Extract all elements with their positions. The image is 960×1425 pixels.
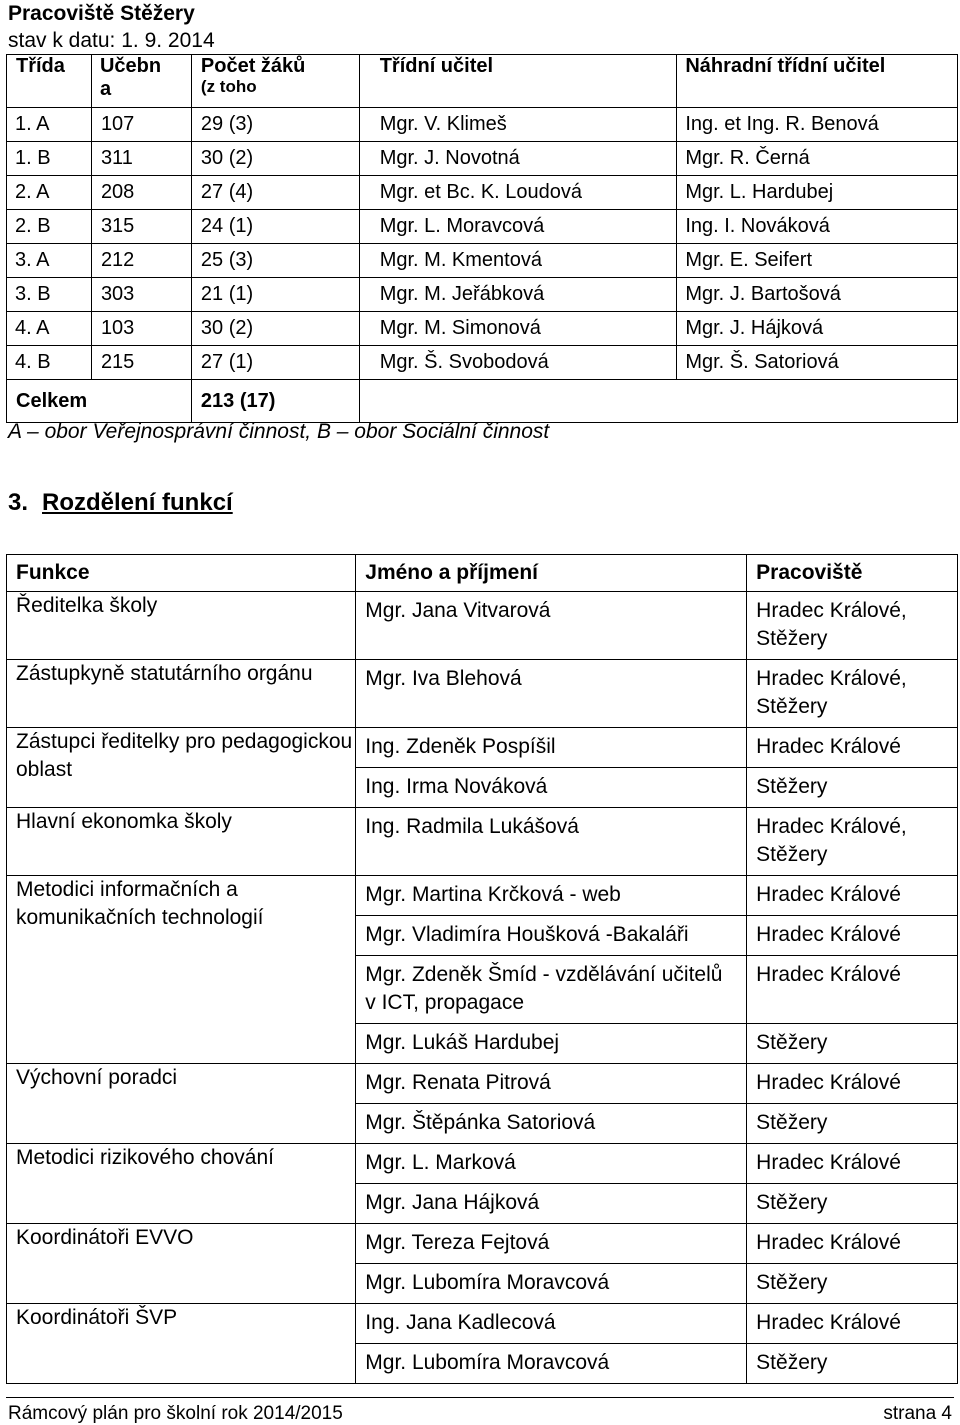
class-cell-nahradni: Mgr. J. Bartošová	[677, 278, 958, 312]
functions-header-row	[7, 555, 958, 592]
function-person-name: Ing. Radmila Lukášová	[356, 808, 747, 876]
function-row	[7, 876, 958, 916]
function-person-name: Ing. Zdeněk Pospíšil	[356, 728, 747, 768]
class-cell-nahradni: Ing. I. Nováková	[677, 210, 958, 244]
class-cell-ucebna: 103	[91, 312, 191, 346]
class-cell-ucebna: 315	[91, 210, 191, 244]
class-cell-trida: 3. B	[7, 278, 92, 312]
function-role: Zástupkyně statutárního orgánu	[7, 660, 356, 728]
class-row	[7, 346, 958, 380]
header-pracoviste: Pracoviště	[747, 555, 958, 592]
header-nahradni: Náhradní třídní učitel	[677, 55, 958, 108]
class-cell-pocet: 24 (1)	[191, 210, 359, 244]
header-jmeno: Jméno a příjmení	[356, 555, 747, 592]
workplace-title: Pracoviště Stěžery	[8, 2, 195, 25]
class-cell-nahradni: Mgr. L. Hardubej	[677, 176, 958, 210]
status-date: stav k datu: 1. 9. 2014	[8, 29, 215, 52]
class-row	[7, 278, 958, 312]
class-cell-ucebna: 107	[91, 108, 191, 142]
class-cell-trida: 2. A	[7, 176, 92, 210]
class-row	[7, 108, 958, 142]
function-role: Metodici informačních a komunikačních technologií	[7, 876, 356, 1064]
class-cell-trida: 1. A	[7, 108, 92, 142]
header-tridni: Třídní učitel	[359, 55, 677, 108]
function-row	[7, 1224, 958, 1264]
function-role: Výchovní poradci	[7, 1064, 356, 1144]
function-person-name: Mgr. Štěpánka Satoriová	[356, 1104, 747, 1144]
class-row	[7, 312, 958, 346]
function-workplace: Hradec Králové, Stěžery	[747, 808, 958, 876]
function-person-name: Mgr. Vladimíra Houšková -Bakaláři	[356, 916, 747, 956]
class-cell-nahradni: Mgr. J. Hájková	[677, 312, 958, 346]
class-cell-tridni: Mgr. et Bc. K. Loudová	[359, 176, 677, 210]
section-title: Rozdělení funkcí	[42, 489, 233, 516]
classes-header-row	[7, 55, 958, 108]
function-person-name: Mgr. Lubomíra Moravcová	[356, 1264, 747, 1304]
class-cell-ucebna: 215	[91, 346, 191, 380]
class-cell-tridni: Mgr. J. Novotná	[359, 142, 677, 176]
class-row	[7, 210, 958, 244]
header-ucebna-label: Učebn a	[99, 55, 162, 100]
function-workplace: Hradec Králové	[747, 1304, 958, 1344]
function-row	[7, 1064, 958, 1104]
class-cell-nahradni: Mgr. R. Černá	[677, 142, 958, 176]
class-cell-tridni: Mgr. M. Jeřábková	[359, 278, 677, 312]
class-cell-trida: 1. B	[7, 142, 92, 176]
class-cell-pocet: 27 (4)	[191, 176, 359, 210]
function-workplace: Stěžery	[747, 1264, 958, 1304]
function-row	[7, 1304, 958, 1344]
class-cell-trida: 4. B	[7, 346, 92, 380]
footer-plan-title: Rámcový plán pro školní rok 2014/2015	[8, 1403, 343, 1424]
function-workplace: Hradec Králové, Stěžery	[747, 660, 958, 728]
function-person-name: Mgr. Renata Pitrová	[356, 1064, 747, 1104]
class-cell-nahradni: Ing. et Ing. R. Benová	[677, 108, 958, 142]
footer-page-number: strana 4	[883, 1403, 952, 1424]
class-cell-tridni: Mgr. M. Simonová	[359, 312, 677, 346]
function-role: Zástupci ředitelky pro pedagogickou oblast	[7, 728, 356, 808]
class-cell-trida: 4. A	[7, 312, 92, 346]
function-workplace: Hradec Králové	[747, 876, 958, 916]
total-value: 213 (17)	[191, 380, 359, 423]
header-pocet	[191, 55, 359, 108]
function-person-name: Ing. Irma Nováková	[356, 768, 747, 808]
function-person-name: Mgr. Iva Blehová	[356, 660, 747, 728]
function-workplace: Hradec Králové	[747, 916, 958, 956]
class-row	[7, 244, 958, 278]
function-workplace: Hradec Králové	[747, 1224, 958, 1264]
classes-table	[6, 54, 958, 423]
class-cell-pocet: 30 (2)	[191, 312, 359, 346]
header-ucebna	[91, 55, 191, 108]
function-workplace: Stěžery	[747, 1184, 958, 1224]
function-workplace: Stěžery	[747, 1344, 958, 1384]
class-cell-trida: 3. A	[7, 244, 92, 278]
total-label: Celkem	[7, 380, 192, 423]
class-cell-pocet: 30 (2)	[191, 142, 359, 176]
header-pocet-sub: (z toho	[200, 77, 257, 96]
function-person-name: Mgr. Zdeněk Šmíd - vzdělávání učitelů v ICT, propagace	[356, 956, 747, 1024]
function-row	[7, 728, 958, 768]
function-person-name: Ing. Jana Kadlecová	[356, 1304, 747, 1344]
function-workplace: Hradec Králové	[747, 1144, 958, 1184]
class-row	[7, 142, 958, 176]
function-workplace: Stěžery	[747, 1024, 958, 1064]
function-row	[7, 592, 958, 660]
function-role: Ředitelka školy	[7, 592, 356, 660]
function-role: Koordinátoři EVVO	[7, 1224, 356, 1304]
total-empty	[359, 380, 957, 423]
section-heading	[8, 489, 233, 517]
page-footer	[6, 1397, 954, 1424]
function-workplace: Hradec Králové, Stěžery	[747, 592, 958, 660]
function-role: Metodici rizikového chování	[7, 1144, 356, 1224]
class-cell-tridni: Mgr. L. Moravcová	[359, 210, 677, 244]
function-row	[7, 660, 958, 728]
class-cell-trida: 2. B	[7, 210, 92, 244]
class-cell-pocet: 25 (3)	[191, 244, 359, 278]
class-row	[7, 176, 958, 210]
function-role: Hlavní ekonomka školy	[7, 808, 356, 876]
class-cell-nahradni: Mgr. E. Seifert	[677, 244, 958, 278]
function-person-name: Mgr. L. Marková	[356, 1144, 747, 1184]
function-workplace: Hradec Králové	[747, 728, 958, 768]
function-role: Koordinátoři ŠVP	[7, 1304, 356, 1384]
class-cell-ucebna: 212	[91, 244, 191, 278]
function-row	[7, 808, 958, 876]
class-cell-ucebna: 208	[91, 176, 191, 210]
function-workplace: Stěžery	[747, 768, 958, 808]
function-workplace: Hradec Králové	[747, 956, 958, 1024]
class-cell-tridni: Mgr. V. Klimeš	[359, 108, 677, 142]
section-number: 3.	[8, 489, 29, 516]
class-cell-ucebna: 311	[91, 142, 191, 176]
header-pocet-label: Počet žáků	[200, 55, 306, 77]
class-cell-nahradni: Mgr. Š. Satoriová	[677, 346, 958, 380]
class-cell-tridni: Mgr. M. Kmentová	[359, 244, 677, 278]
class-cell-ucebna: 303	[91, 278, 191, 312]
class-cell-tridni: Mgr. Š. Svobodová	[359, 346, 677, 380]
function-person-name: Mgr. Jana Vitvarová	[356, 592, 747, 660]
function-person-name: Mgr. Jana Hájková	[356, 1184, 747, 1224]
function-row	[7, 1144, 958, 1184]
header-trida: Třída	[7, 55, 92, 108]
class-cell-pocet: 27 (1)	[191, 346, 359, 380]
function-person-name: Mgr. Lukáš Hardubej	[356, 1024, 747, 1064]
function-workplace: Stěžery	[747, 1104, 958, 1144]
functions-table	[6, 554, 958, 1384]
function-person-name: Mgr. Tereza Fejtová	[356, 1224, 747, 1264]
class-cell-pocet: 21 (1)	[191, 278, 359, 312]
function-person-name: Mgr. Lubomíra Moravcová	[356, 1344, 747, 1384]
function-person-name: Mgr. Martina Krčková - web	[356, 876, 747, 916]
classes-total-row	[7, 380, 958, 423]
header-funkce: Funkce	[7, 555, 356, 592]
legend-note: A – obor Veřejnosprávní činnost, B – obor Sociální činnost	[8, 420, 550, 443]
function-workplace: Hradec Králové	[747, 1064, 958, 1104]
class-cell-pocet: 29 (3)	[191, 108, 359, 142]
